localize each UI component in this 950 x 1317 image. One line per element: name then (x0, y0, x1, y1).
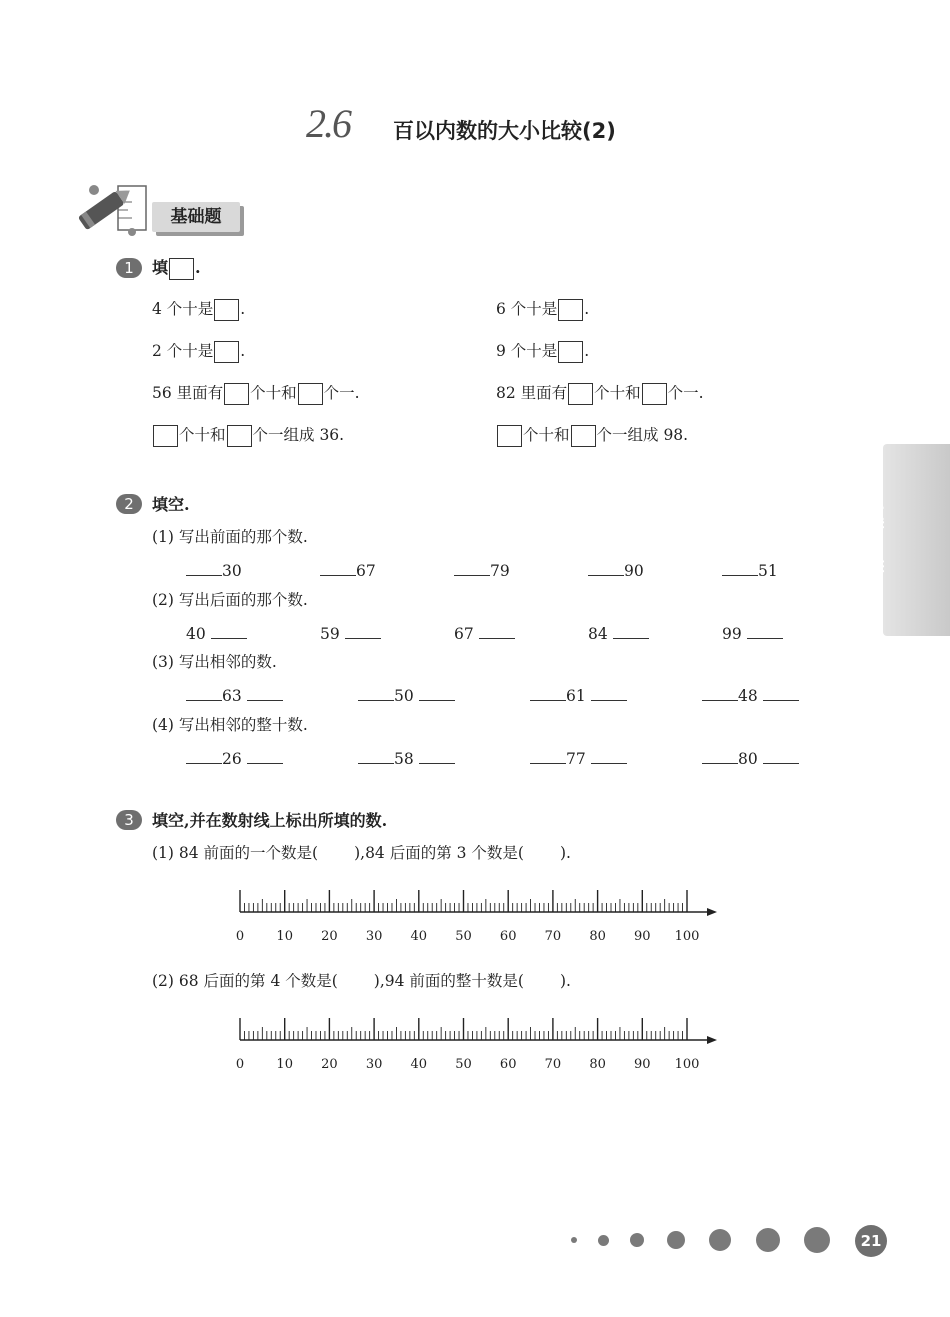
q1-text: 个十和 (594, 384, 641, 402)
answer-blank[interactable] (211, 622, 247, 639)
page-title: 百以内数的大小比较(2) (393, 119, 616, 143)
footer-dot (630, 1233, 644, 1247)
answer-box[interactable] (169, 258, 194, 280)
q1-text: 个十和 (250, 384, 297, 402)
answer-blank[interactable] (747, 622, 783, 639)
ray-tick-label: 70 (544, 929, 562, 944)
answer-blank[interactable] (588, 559, 624, 576)
footer-dot (804, 1227, 830, 1253)
answer-blank[interactable] (186, 559, 222, 576)
footer-dot (756, 1228, 780, 1252)
answer-blank[interactable] (763, 747, 799, 764)
q1-text: 个十和 (179, 426, 226, 444)
answer-blank[interactable] (419, 747, 455, 764)
answer-box[interactable] (153, 425, 178, 447)
answer-box[interactable] (298, 383, 323, 405)
question-1-title-text: 填 (152, 258, 169, 277)
q2-part-1-label: (1) 写出前面的那个数. (152, 528, 308, 546)
answer-box[interactable] (642, 383, 667, 405)
q1-text: 9 个十是 (496, 342, 558, 360)
q1-text: 个一. (323, 384, 360, 402)
answer-blank[interactable] (345, 622, 381, 639)
page-number: 21 (855, 1225, 887, 1257)
q3-part-2 (152, 969, 571, 993)
answer-box[interactable] (571, 425, 596, 447)
q1-row-3-right (496, 381, 704, 405)
ray-arrow (707, 908, 717, 916)
q2-part-4-label: (4) 写出相邻的整十数. (152, 716, 308, 734)
q1-row-1-left (152, 297, 245, 321)
q1-text: 6 个十是 (496, 300, 558, 318)
answer-blank[interactable] (722, 559, 758, 576)
footer-dot (571, 1237, 577, 1243)
number-ray-2[interactable] (230, 1013, 730, 1078)
q1-text: 个一组成 36. (252, 426, 345, 444)
question-1-title-end: . (195, 258, 201, 277)
q1-text: 56 里面有 (152, 384, 224, 402)
q2-value: 79 (490, 562, 510, 580)
answer-blank[interactable] (247, 684, 283, 701)
answer-box[interactable] (214, 299, 239, 321)
q1-text: 个一. (667, 384, 704, 402)
ray-tick-label: 40 (410, 1057, 428, 1072)
q1-row-3-left (152, 381, 360, 405)
answer-box[interactable] (497, 425, 522, 447)
q1-row-4-left (152, 423, 344, 447)
q1-text: 个一组成 98. (596, 426, 689, 444)
q2-value: 63 (222, 687, 242, 705)
number-ray-1[interactable] (230, 885, 730, 950)
q2-2-item (320, 622, 381, 643)
q1-text: 4 个十是 (152, 300, 214, 318)
answer-blank[interactable] (613, 622, 649, 639)
answer-blank[interactable] (454, 559, 490, 576)
q2-4-item (530, 747, 627, 768)
ray-tick-label: 80 (589, 929, 606, 944)
ray-tick-label: 30 (365, 929, 383, 944)
section-number: 2.6 (306, 101, 350, 146)
answer-blank[interactable] (358, 684, 394, 701)
ray-tick-label: 10 (276, 1057, 293, 1072)
q1-text: . (240, 342, 246, 360)
q2-value: 99 (722, 625, 742, 643)
q2-value: 80 (738, 750, 758, 768)
q1-text: 个十和 (523, 426, 570, 444)
answer-blank[interactable] (320, 559, 356, 576)
q2-value: 67 (356, 562, 376, 580)
ray-tick-label: 100 (674, 929, 700, 944)
ray-tick-label: 40 (410, 929, 428, 944)
q2-2-item (588, 622, 649, 643)
question-1-title (152, 255, 201, 281)
answer-blank[interactable] (358, 747, 394, 764)
q1-row-1-right (496, 297, 589, 321)
ray-tick-label: 100 (674, 1057, 700, 1072)
q2-value: 84 (588, 625, 608, 643)
q2-2-item (722, 622, 783, 643)
side-tab (883, 444, 950, 636)
side-tab-label: Yikeyilian (863, 506, 888, 599)
answer-blank[interactable] (591, 747, 627, 764)
answer-box[interactable] (224, 383, 249, 405)
ray-tick-label: 0 (235, 1057, 245, 1072)
answer-box[interactable] (227, 425, 252, 447)
q2-4-item (186, 747, 283, 768)
q3-text: ). (559, 972, 571, 990)
q3-text: ). (559, 844, 571, 862)
answer-box[interactable] (558, 341, 583, 363)
q1-text: 82 里面有 (496, 384, 568, 402)
ray-tick-label: 60 (499, 1057, 517, 1072)
q2-value: 26 (222, 750, 242, 768)
answer-box[interactable] (568, 383, 593, 405)
answer-blank[interactable] (530, 747, 566, 764)
ray-tick-label: 10 (276, 929, 293, 944)
answer-box[interactable] (558, 299, 583, 321)
q2-3-item (530, 684, 627, 705)
q3-part-1 (152, 841, 571, 865)
q2-1-item (454, 559, 510, 580)
answer-blank[interactable] (530, 684, 566, 701)
q2-value: 77 (566, 750, 586, 768)
q2-value: 58 (394, 750, 414, 768)
question-2-title: 填空. (152, 495, 190, 514)
ray-tick-label: 20 (321, 929, 338, 944)
ray-tick-label: 50 (455, 929, 472, 944)
answer-blank[interactable] (479, 622, 515, 639)
q2-value: 40 (186, 625, 206, 643)
q2-value: 51 (758, 562, 778, 580)
q2-3-item (358, 684, 455, 705)
question-3-badge: 3 (116, 810, 142, 830)
q2-1-item (588, 559, 644, 580)
q2-value: 48 (738, 687, 758, 705)
q2-1-item (186, 559, 242, 580)
q2-2-item (454, 622, 515, 643)
answer-blank[interactable] (186, 684, 222, 701)
q2-value: 67 (454, 625, 474, 643)
ray-tick-label: 90 (634, 929, 651, 944)
pencil-ruler-icon (72, 180, 152, 238)
q1-text: 2 个十是 (152, 342, 214, 360)
ray-arrow (707, 1036, 717, 1044)
footer-dot (667, 1231, 685, 1249)
q2-value: 61 (566, 687, 586, 705)
answer-blank[interactable] (702, 684, 738, 701)
q2-4-item (358, 747, 455, 768)
q1-text: . (584, 342, 590, 360)
ray-tick-label: 30 (365, 1057, 383, 1072)
q1-text: . (584, 300, 590, 318)
ray-tick-label: 60 (499, 929, 517, 944)
q2-value: 50 (394, 687, 414, 705)
ray-tick-label: 0 (235, 929, 245, 944)
q1-row-2-right (496, 339, 589, 363)
q2-value: 59 (320, 625, 340, 643)
q2-2-item (186, 622, 247, 643)
answer-blank[interactable] (763, 684, 799, 701)
ray-tick-label: 50 (455, 1057, 472, 1072)
q2-part-2-label: (2) 写出后面的那个数. (152, 591, 308, 609)
question-1-badge: 1 (116, 258, 142, 278)
section-tag: 基础题 (152, 202, 240, 232)
q1-row-2-left (152, 339, 245, 363)
ray-tick-label: 20 (321, 1057, 338, 1072)
q2-4-item (702, 747, 799, 768)
q3-text: ),84 后面的第 3 个数是( (354, 844, 524, 862)
q1-text: . (240, 300, 246, 318)
ray-tick-label: 80 (589, 1057, 606, 1072)
q2-1-item (320, 559, 376, 580)
ray-tick-label: 90 (634, 1057, 651, 1072)
q2-3-item (186, 684, 283, 705)
answer-blank[interactable] (702, 747, 738, 764)
q2-part-3-label: (3) 写出相邻的数. (152, 653, 277, 671)
q3-text: (2) 68 后面的第 4 个数是( (152, 972, 338, 990)
q2-3-item (702, 684, 799, 705)
question-2-badge: 2 (116, 494, 142, 514)
answer-blank[interactable] (247, 747, 283, 764)
footer-dot (598, 1235, 609, 1246)
q1-row-4-right (496, 423, 688, 447)
answer-blank[interactable] (186, 747, 222, 764)
ray-tick-label: 70 (544, 1057, 562, 1072)
footer-dot (709, 1229, 731, 1251)
q3-text: ),94 前面的整十数是( (373, 972, 524, 990)
answer-box[interactable] (214, 341, 239, 363)
q2-value: 90 (624, 562, 644, 580)
question-3-title: 填空,并在数射线上标出所填的数. (152, 811, 388, 830)
q2-1-item (722, 559, 778, 580)
q2-value: 30 (222, 562, 242, 580)
q3-text: (1) 84 前面的一个数是( (152, 844, 319, 862)
answer-blank[interactable] (419, 684, 455, 701)
answer-blank[interactable] (591, 684, 627, 701)
